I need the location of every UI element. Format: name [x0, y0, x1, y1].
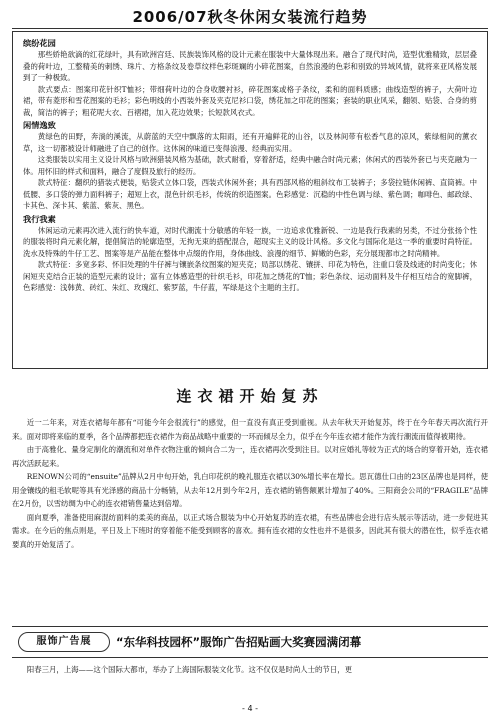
section-heading: 我行我素 — [23, 213, 56, 224]
section-paragraph: 黄绿色的田野，奔淌的溪流，从蔚蓝的天空中飘落的太阳雨，还有开遍鲜花的山谷，以及林间带有松香气息的凉风，紫绿相间的薰衣草，这一切都被设计师融进了自己的创作。这休闲的味道已变得浪漫、经典而实用。 — [23, 132, 477, 153]
article-body — [12, 416, 488, 626]
ad-badge — [18, 632, 110, 652]
section-paragraph: 那些娇艳欲滴的红花绿叶，具有欧洲宫廷、民族装饰风格的设计元素在服装中大量体现出来。融合了现代时尚，造型优雅精致，层层叠叠的荷叶边，工整精美的刺绣、珠片、方格条纹及卷草纹样色彩斑斓的小碎花图案，自然浪漫的色彩和别致的异域风情，就将来亚风格发展到了一种极致。 — [23, 50, 477, 82]
article-paragraph: 近一二年来，对连衣裙每年都有“可能今年会很流行”的感觉，但一直没有真正受到重视。从去年秋天开始复苏，终于在今年春天再次流行开来。面对即将来临的夏季，各个品牌都把连衣裙作为商品战略中重要的一环而倾尽全力，似乎在今年连衣裙才能作为流行潮流而值得被期待。 — [12, 418, 488, 441]
section-heading: 闲情逸致 — [23, 120, 56, 130]
section-paragraph: 款式要点：图案印花针织T恤衫；带细荷叶边的合身收腰衬衫，碎花图案或格子条纹，柔和的面料质感；曲线造型的裤子，大荷叶边裙，带有菱形和雪花图案的毛衫；彩色明线的小西装外套及夹克尼衫口袋，绣花加之印花的图案；套装的职业风采，翻领、贴袋、合身的剪裁，简洁的裤子；粗花呢大衣、百褶裙，加入花边效果；长短款风衣式。 — [23, 84, 477, 117]
ad-body-text: 阳春三月，上海——这个国际大都市，举办了上海国际服装文化节。这不仅仅是时尚人士的节日，更 — [26, 665, 352, 674]
title-divider — [12, 28, 488, 29]
article-paragraph: RENOWN公司的“ensuite”品牌从2月中旬开始，乳白印花织的晚礼服连衣裙以30%增长率在增长。思瓦德仕口由的23区品牌也是同样，使用金镶线的租毛软呢等具有光泽感的商品十分畅销，从去年12月到今年2月，连衣裙的销售额累计增加了40%。三阳商会公司的“FRAGILE”品牌在2月份，以雪纺绸为中心的连衣裙销售量达到倍增。 — [12, 472, 488, 508]
page-title: 2006/07秋冬休闲女装流行趋势 — [132, 8, 368, 26]
section-paragraph: 休闲运动元素再次进入流行的快车道，对时代潮流十分敏感的年轻一族，一边追求优雅新锐、一边是我行我素的另类，不过分张扬个性的服装将时尚元素化解，提倡简洁的轮廓造型，无拘无束的搭配混合，超现实主义的设计风格。多文化与国际化是这一季的重要时尚特征。洗水及特殊的牛仔工艺、图案等是产品能在整体中点缀的作用，身体曲线、浪漫的细节、鲜嫩的色彩，充分展现都市之时尚精神。 — [23, 225, 477, 258]
ad-headline: “东华科技园杯”服饰广告招贴画大奖赛园满闭幕 — [116, 635, 362, 649]
trend-section-leisure — [23, 120, 477, 212]
article-headline: 连衣裙开始复苏 — [176, 387, 324, 405]
page-number: - 4 - — [242, 704, 258, 713]
trend-section-individual — [23, 214, 477, 294]
article-paragraph: 由于高雅化、量身定制化的潮流和对单件衣物注重的倾向合二为一，连衣裙再次受到注目。以对应婚礼等较为正式的场合的穿着开始，连衣裙再次活跃起来。 — [12, 445, 488, 468]
trend-box — [12, 31, 488, 369]
ad-banner — [12, 626, 488, 658]
ad-badge-label: 服饰广告展 — [36, 636, 92, 647]
section-paragraph: 款式特征：多宽多彩、怀旧处理的牛仔裤与镶嵌条纹图案的短夹克；局部以绣花、镶拼、印花为特色，注重口袋及线迹的时尚变化；休闲短夹克结合正装的造型元素的设计；富有立体感造型的针织毛衫，印花加之绣花的T恤；彩色条纹、运动面料及牛仔相互结合的宽脚裤，色彩感觉：浅韩黄、砖红、朱红、玫瑰红、紫罗蓝，牛仔蓝，军绿是这个主题的主打。 — [23, 260, 477, 292]
trend-section-garden — [23, 38, 477, 118]
section-paragraph: 这类服装以实用主义设计风格与欧洲猎装风格为基础，款式耐看，穿着舒适，经典中融合时尚元素；休闲式的西装外套已与夹克融为一体。用怀旧的样式和面料，融合了度假及旅行的经历。 — [23, 155, 477, 176]
section-paragraph: 款式特征：翻织的猎装式便装，贴袋式立体口袋，西装式休闲外套；具有西部风格的粗斜纹布工装裤子；多袋拉链休闲裤、直筒裤。中低腰、多口袋的弹力面料裤子；超短上衣，混色针织毛衫，传统的织造图案。色彩感觉：沉稳的中性色调与绿、紫色调；咖啡色、邮政绿、卡其色、深卡其、紫蓝、紫灰、黑色。 — [23, 178, 477, 210]
article-paragraph: 面向夏季，准备使用麻混纺面料的柔美的商品，以正式场合服装为中心开始复苏的连衣裙，有些品牌也会进行店头展示等活动，进一步促进其需求。在今后的焦点则是，平日及上下班时的穿着能不能受到顾客的喜欢。拥有连衣裙的女性也并不是很多，因此其有很大的潜在性，似乎连衣裙要真的开始复活了。 — [12, 512, 488, 549]
section-heading: 缤纷花园 — [23, 38, 56, 48]
